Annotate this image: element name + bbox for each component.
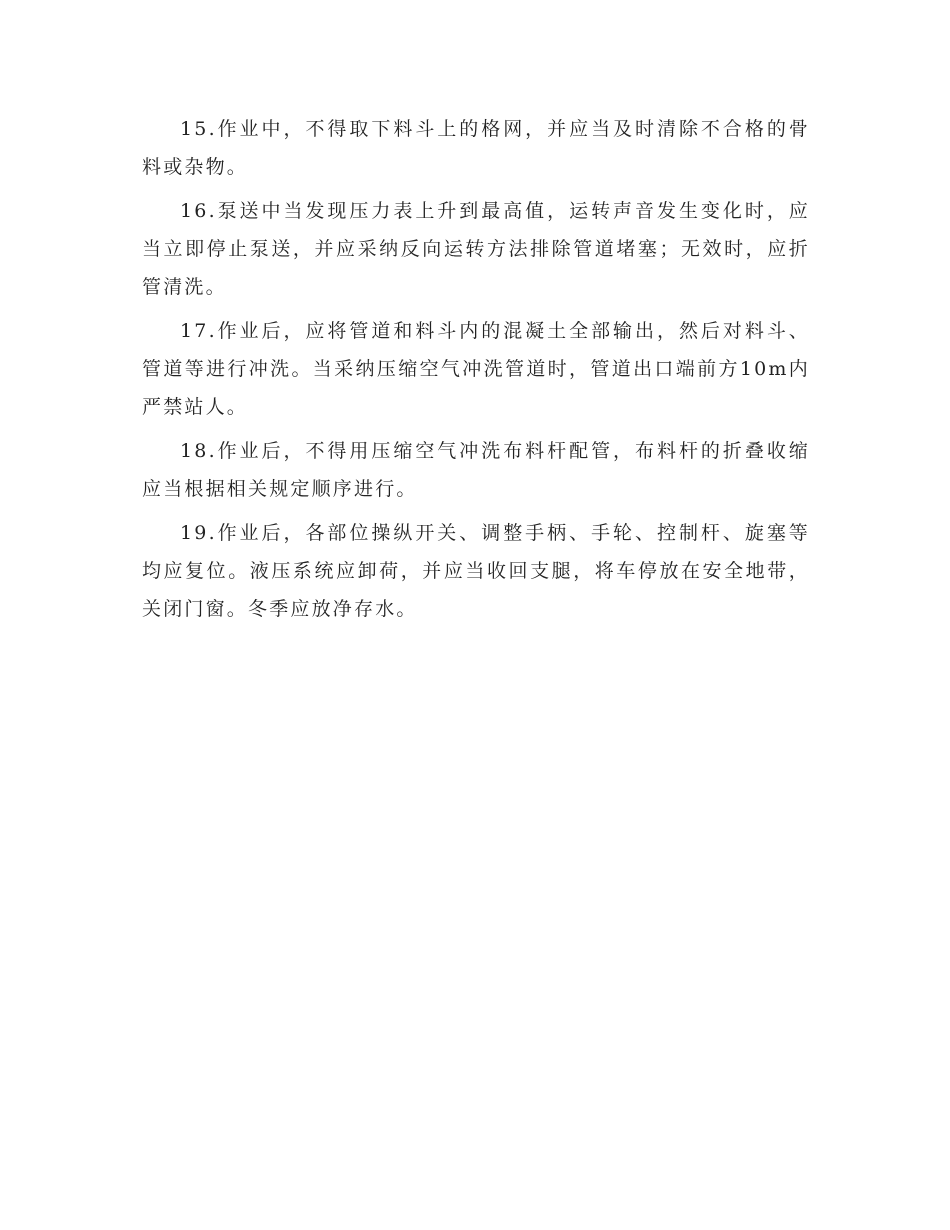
paragraph-17: 17.作业后，应将管道和料斗内的混凝土全部输出，然后对料斗、管道等进行冲洗。当采纳压缩空气冲洗管道时，管道出口端前方10m内严禁站人。 <box>142 320 810 418</box>
paragraph-18: 18.作业后，不得用压缩空气冲洗布料杆配管，布料杆的折叠收缩应当根据相关规定顺序进行。 <box>142 440 810 500</box>
paragraph-16: 16.泵送中当发现压力表上升到最高值，运转声音发生变化时，应当立即停止泵送，并应采纳反向运转方法排除管道堵塞；无效时，应折管清洗。 <box>142 200 810 298</box>
document-body <box>142 110 810 634</box>
paragraph-19: 19.作业后，各部位操纵开关、调整手柄、手轮、控制杆、旋塞等均应复位。液压系统应卸荷，并应当收回支腿，将车停放在安全地带，关闭门窗。冬季应放净存水。 <box>142 522 810 620</box>
paragraph-15: 15.作业中，不得取下料斗上的格网，并应当及时清除不合格的骨料或杂物。 <box>142 118 810 178</box>
